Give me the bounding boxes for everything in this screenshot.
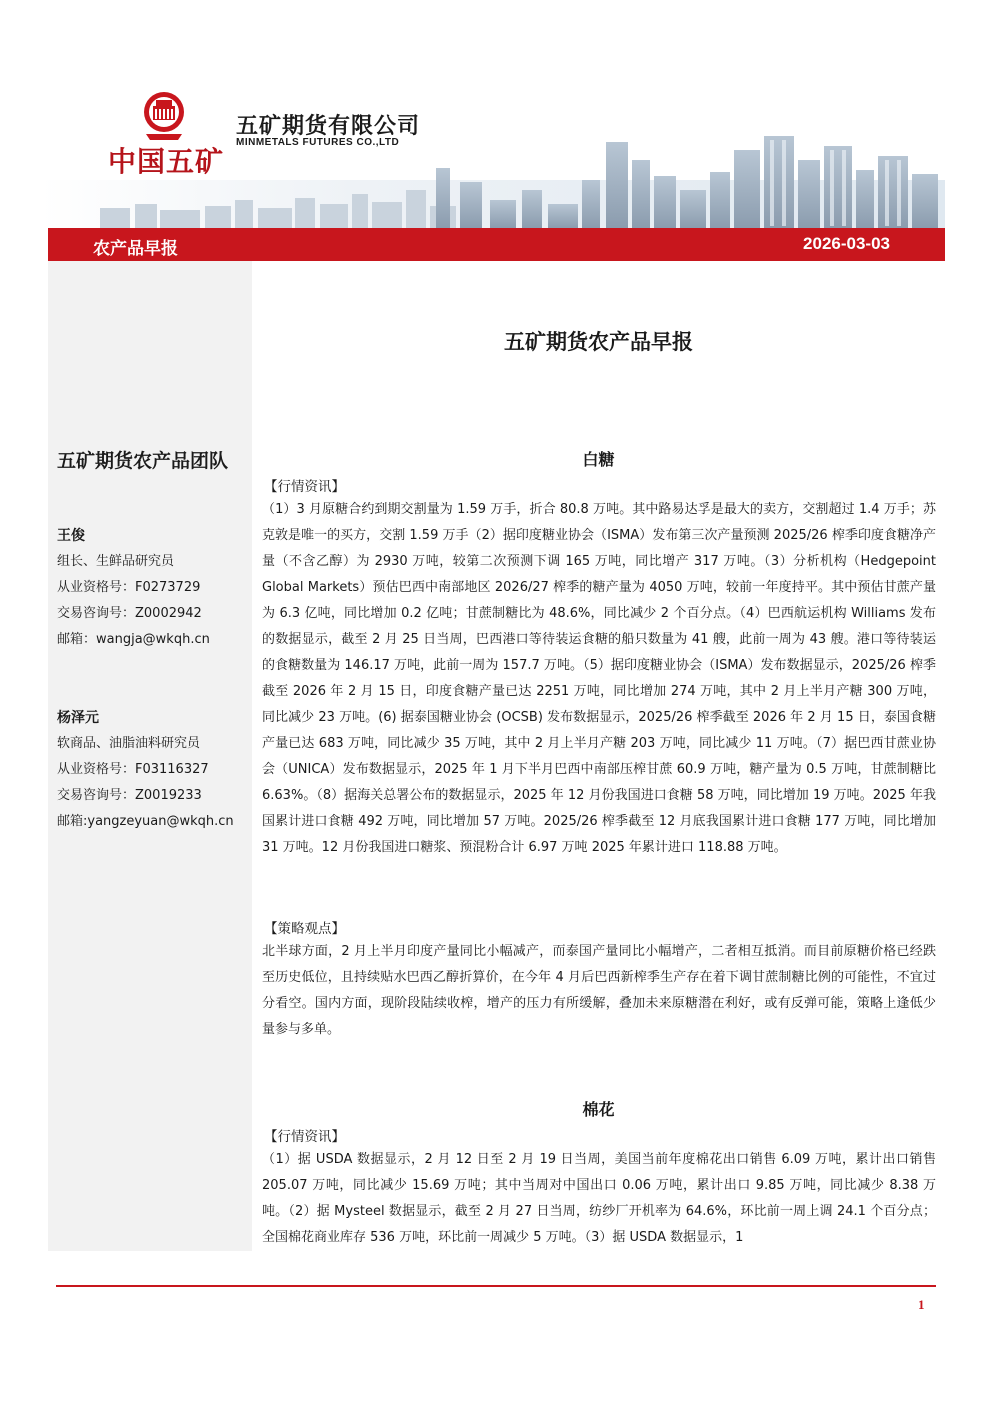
china-minmetals-logo-text: 中国五矿 — [108, 145, 225, 178]
footer-divider — [56, 1285, 936, 1287]
report-banner — [48, 228, 945, 261]
report-type-label: 农产品早报 — [93, 239, 178, 259]
strategy-heading: 【策略观点】 — [264, 921, 345, 937]
section-title-cotton: 棉花 — [582, 1100, 615, 1119]
analyst-email[interactable]: 邮箱:yangzeyuan@wkqh.cn — [57, 814, 234, 829]
analyst-email[interactable]: 邮箱：wangja@wkqh.cn — [57, 632, 210, 647]
analyst-card — [57, 705, 234, 835]
report-title: 五矿期货农产品早报 — [504, 330, 693, 354]
analyst-name: 王俊 — [57, 528, 85, 544]
analyst-role: 软商品、油脂油料研究员 — [57, 736, 201, 751]
section-title-sugar: 白糖 — [582, 450, 615, 469]
report-header — [0, 0, 992, 259]
news-heading: 【行情资讯】 — [264, 1129, 345, 1145]
analyst-consulting-number: 交易咨询号：Z0002942 — [57, 606, 202, 621]
sugar-news-paragraph: （1）3 月原糖合约到期交割量为 1.59 万手，折合 80.8 万吨。其中路易达孚是最大的卖方，交割超过 1.4 万手；苏克敦是唯一的买方，交割 1.59 万手（2）据印度糖业协会（ISMA）发布第三次产量预测 2025/26 榨季印度食糖净产量（不含乙醇）为 2930 万吨，较第二次预测下调 165 万吨，同比增产 317 万吨。（3）分析机构（Hedgepoint Global Markets）预估巴西中南部地区 2026/27 榨季的糖产量为 4050 万吨，较前一年度持平。其中预估甘蔗产量为 6.3 亿吨，同比增加 0.2 亿吨；甘蔗制糖比为 48.6%，同比减少 2 个百分点。（4）巴西航运机构 Williams 发布的数据显示，截至 2 月 25 日当周，巴西港口等待装运食糖的船只数量为 41 艘，此前一周为 43 艘。港口等待装运的食糖数量为 146.17 万吨，此前一周为 157.7 万吨。（5）据印度糖业协会（ISMA）发布数据显示，2025/26 榨季截至 2026 年 2 月 15 日，印度食糖产量已达 2251 万吨，同比增加 274 万吨，其中 2 月上半月产糖 300 万吨，同比减少 23 万吨。(6) 据泰国糖业协会 (OCSB) 发布数据显示，2025/26 榨季截至 2026 年 2 月 15 日，泰国食糖产量已达 683 万吨，同比减少 35 万吨，其中 2 月上半月产糖 203 万吨，同比减少 11 万吨。（7）据巴西甘蔗业协会（UNICA）发布数据显示，2025 年 1 月下半月巴西中南部压榨甘蔗 60.9 万吨，糖产量为 0.5 万吨，甘蔗制糖比 6.63%。（8）据海关总署公布的数据显示，2025 年 12 月份我国进口食糖 58 万吨，同比增加 19 万吨。2025 年我国累计进口食糖 492 万吨，同比增加 57 万吨。2025/26 榨季截至 12 月底我国累计进口食糖 177 万吨，同比增加 31 万吨。12 月份我国进口糖浆、预混粉合计 6.97 万吨 2025 年累计进口 118.88 万吨。 — [262, 502, 936, 855]
analyst-consulting-number: 交易咨询号：Z0019233 — [57, 788, 202, 803]
page-number: 1 — [918, 1297, 925, 1312]
minmetals-emblem-icon — [136, 90, 192, 142]
analyst-name: 杨泽元 — [57, 710, 99, 726]
company-name-en: MINMETALS FUTURES CO.,LTD — [236, 137, 400, 148]
company-name-cn: 五矿期货有限公司 — [236, 114, 421, 139]
team-title: 五矿期货农产品团队 — [57, 450, 229, 472]
cotton-news-paragraph: （1）据 USDA 数据显示，2 月 12 日至 2 月 19 日当周，美国当前年度棉花出口销售 6.09 万吨，累计出口销售 205.07 万吨，同比减少 15.69 万吨；其中当周对中国出口 0.06 万吨，累计出口 9.85 万吨，同比减少 8.38 万吨。（2）据 Mysteel 数据显示，截至 2 月 27 日当周，纺纱厂开机率为 64.6%，环比前一周上调 24.1 个百分点；全国棉花商业库存 536 万吨，环比前一周减少 5 万吨。（3）据 USDA 数据显示，1 — [262, 1152, 936, 1245]
report-date: 2026-03-03 — [803, 234, 890, 253]
analyst-qualification: 从业资格号：F0273729 — [57, 580, 201, 595]
team-sidebar — [48, 261, 252, 1251]
analyst-card — [57, 523, 210, 653]
sugar-strategy-paragraph: 北半球方面，2 月上半月印度产量同比小幅减产，而泰国产量同比小幅增产，二者相互抵消。而目前原糖价格已经跌至历史低位，且持续贴水巴西乙醇折算价，在今年 4 月后巴西新榨季生产存在着下调甘蔗制糖比例的可能性，不宜过分看空。国内方面，现阶段陆续收榨，增产的压力有所缓解，叠加未来原糖潜在利好，或有反弹可能，策略上逢低少量参与多单。 — [262, 944, 936, 1037]
news-heading: 【行情资讯】 — [264, 479, 345, 495]
analyst-qualification: 从业资格号：F03116327 — [57, 762, 209, 777]
analyst-role: 组长、生鲜品研究员 — [57, 554, 175, 569]
